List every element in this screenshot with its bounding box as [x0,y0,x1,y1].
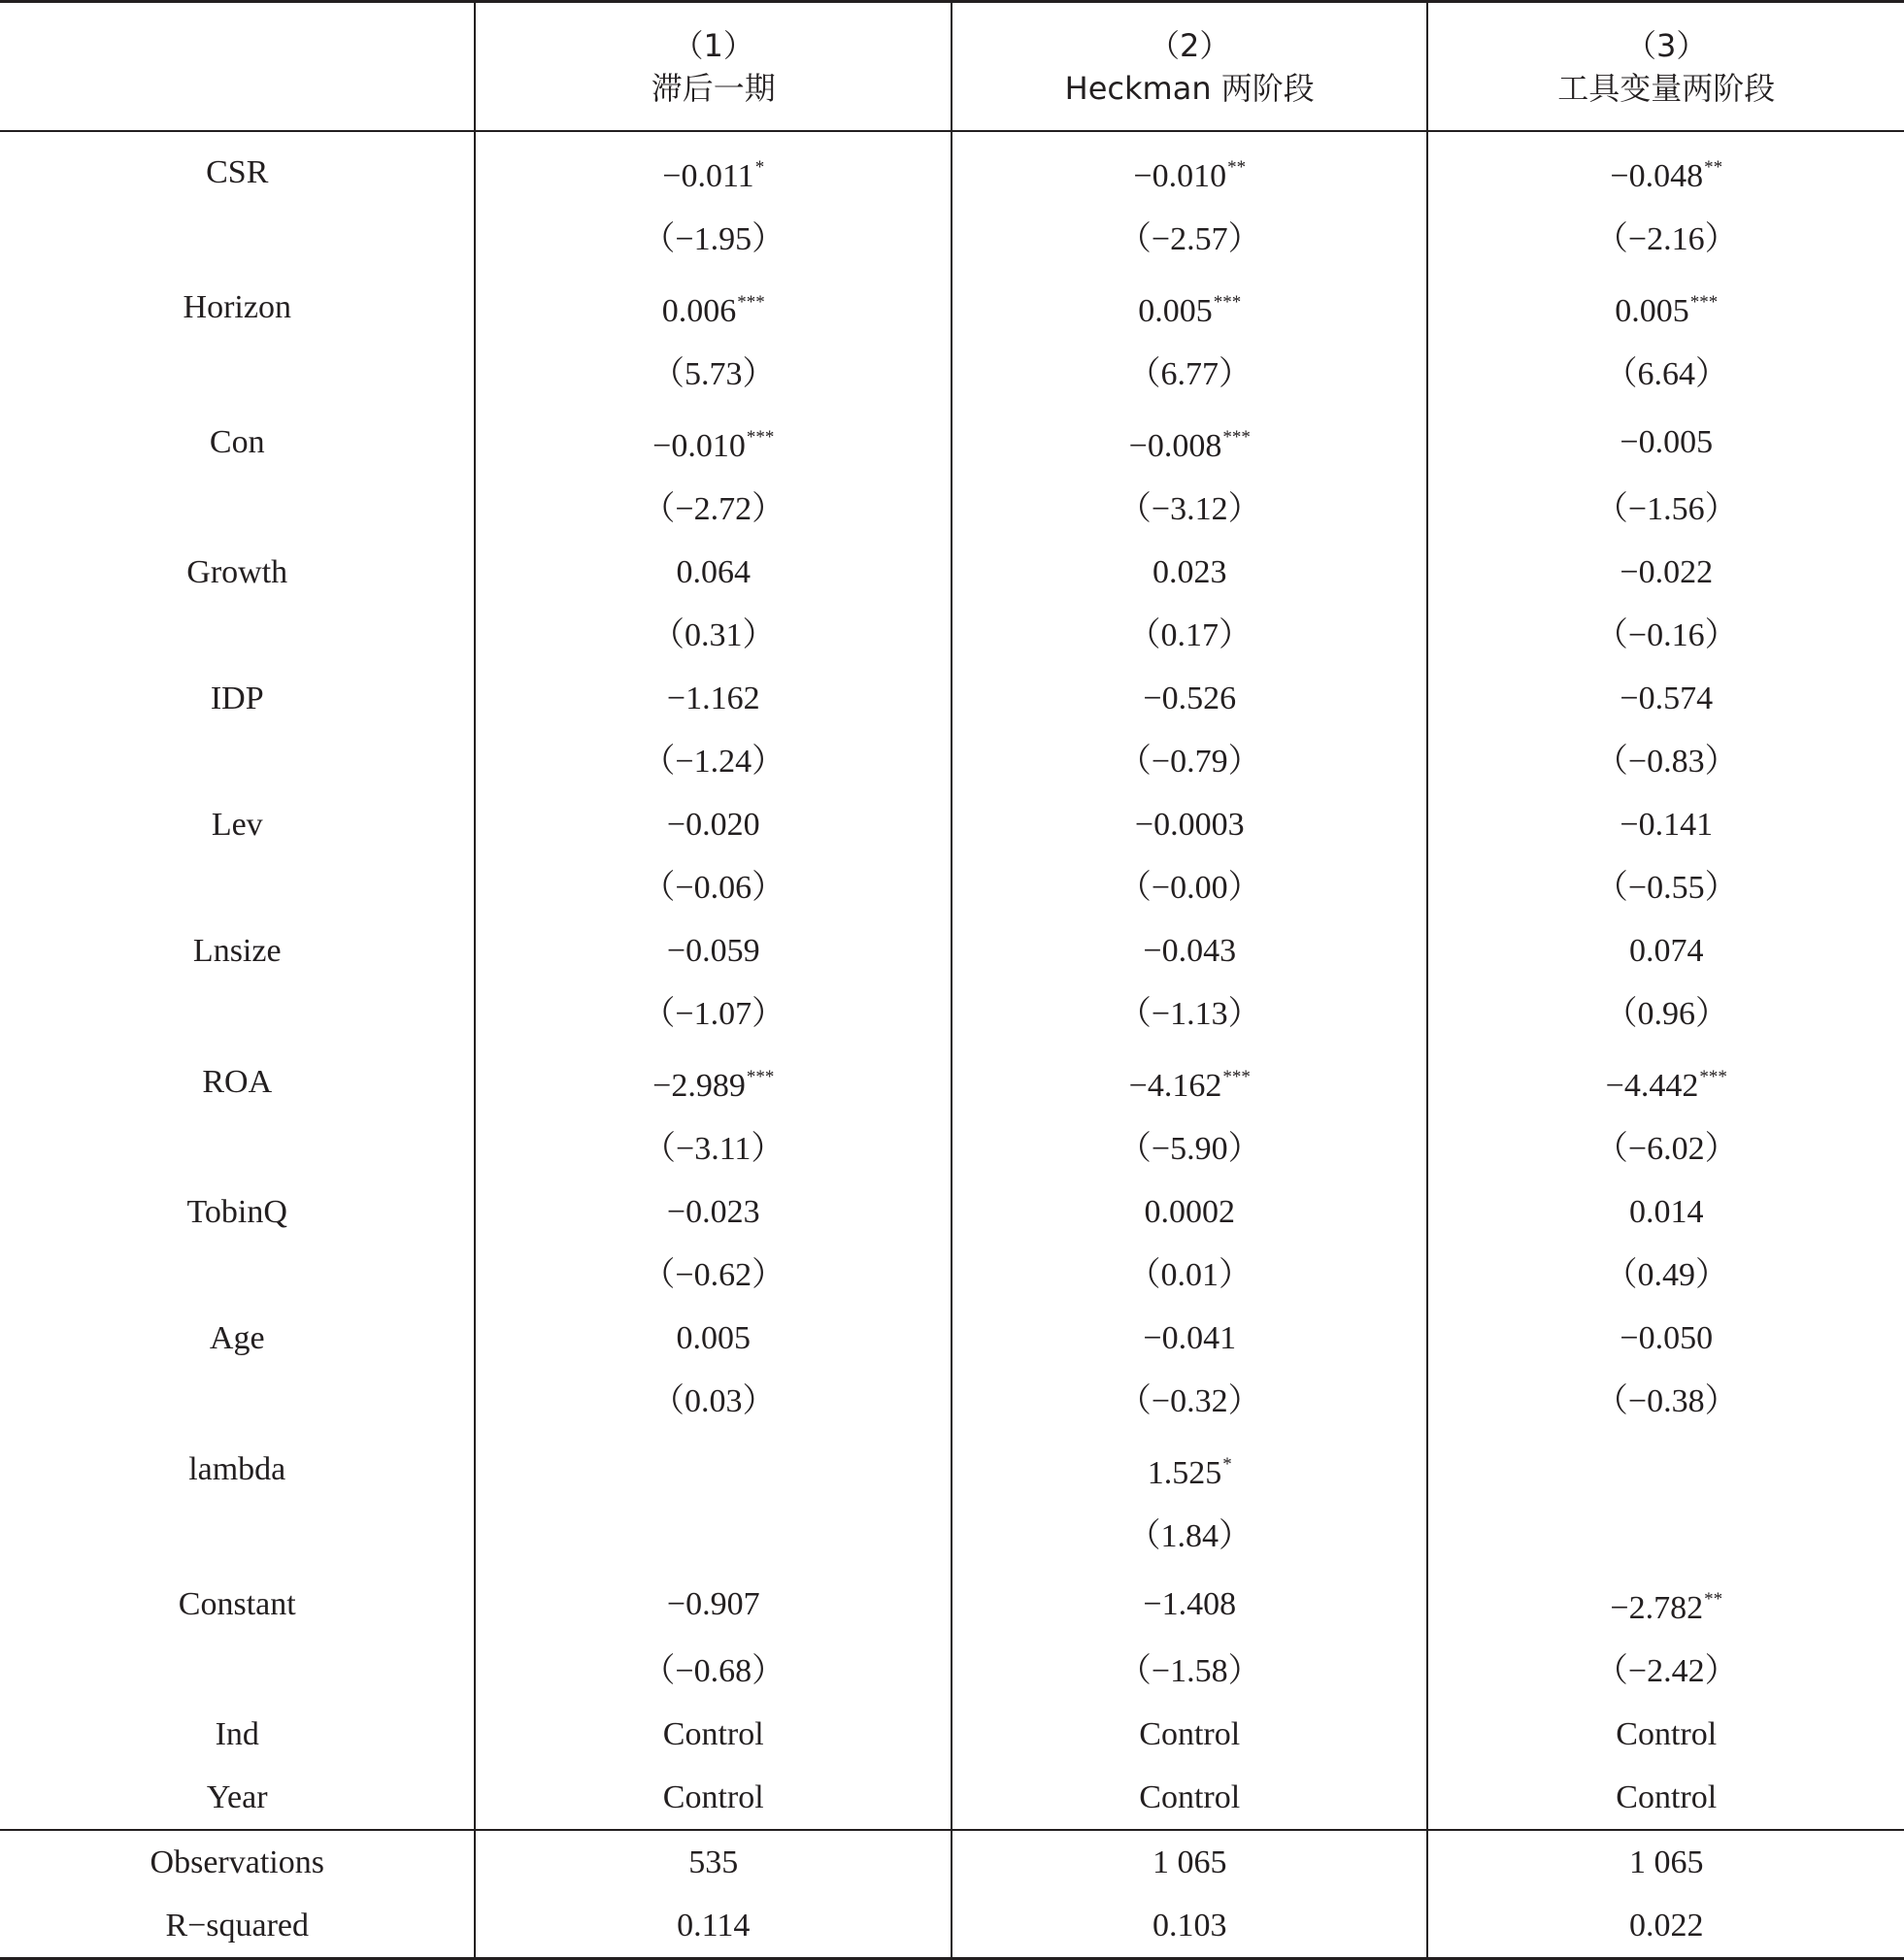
cell-value: （−1.95） [642,221,785,257]
cell-col-2 [952,1766,1428,1830]
table-row [0,1505,1904,1568]
cell-col-1 [475,1117,952,1180]
cell-col-1 [475,604,952,667]
cell-col-3 [1427,1244,1904,1307]
cell-value: （−2.42） [1594,1653,1738,1689]
cell-col-3 [1427,208,1904,271]
cell-value: （−0.32） [1118,1383,1261,1419]
cell-value: （−2.57） [1118,221,1261,257]
cell-value: （−1.13） [1118,996,1261,1032]
header-col-3 [1427,2,1904,132]
cell-col-2 [952,667,1428,730]
cell-col-1 [475,1568,952,1640]
table-row [0,1894,1904,1959]
cell-col-1 [475,1703,952,1766]
significance-stars: *** [746,427,775,448]
cell-col-3 [1427,406,1904,478]
significance-stars: ** [1704,157,1723,178]
significance-stars: *** [1699,1067,1727,1087]
table-row [0,1244,1904,1307]
table-row [0,730,1904,793]
cell-col-3 [1427,793,1904,856]
cell-col-2 [952,343,1428,406]
header-row [0,2,1904,132]
row-label: IDP [210,681,264,716]
cell-value: （−0.68） [642,1653,785,1689]
table-row [0,343,1904,406]
cell-col-2 [952,1640,1428,1703]
cell-value: Control [1616,1779,1718,1815]
cell-col-2 [952,208,1428,271]
cell-col-2 [952,271,1428,343]
cell-col-2 [952,919,1428,982]
cell-value: −0.005 [1620,423,1714,460]
cell-col-3 [1427,1766,1904,1830]
cell-col-2 [952,982,1428,1046]
row-label [0,604,475,667]
cell-col-2 [952,730,1428,793]
cell-col-1 [475,919,952,982]
cell-value: （−5.90） [1118,1131,1261,1167]
cell-value: −0.907 [666,1585,760,1622]
cell-value: −0.043 [1143,933,1237,969]
table-row [0,541,1904,604]
cell-col-2 [952,406,1428,478]
cell-value: （−1.07） [642,996,785,1032]
table-row [0,856,1904,919]
cell-col-2 [952,1244,1428,1307]
cell-value: −0.0003 [1134,807,1245,843]
cell-value: −0.574 [1620,681,1714,716]
table-row [0,271,1904,343]
cell-col-1 [475,208,952,271]
cell-value: −1.408 [1143,1585,1237,1622]
cell-value: （5.73） [651,356,776,392]
cell-col-1 [475,1370,952,1433]
cell-value: −0.011 [662,158,754,194]
cell-value: 0.005 [676,1320,751,1356]
cell-col-3 [1427,343,1904,406]
row-label: Lev [211,807,263,843]
cell-value: 0.022 [1628,1908,1704,1943]
row-label [0,856,475,919]
cell-value: 0.023 [1152,554,1227,590]
cell-value: 0.0002 [1144,1194,1235,1230]
cell-col-2 [952,1433,1428,1505]
cell-value: −1.162 [666,681,760,716]
cell-col-2 [952,1505,1428,1568]
row-label [0,730,475,793]
cell-col-1 [475,667,952,730]
significance-stars: * [754,157,765,178]
cell-col-1 [475,793,952,856]
header-col-1-number: （1） [672,26,754,64]
cell-col-3 [1427,982,1904,1046]
cell-value: 0.114 [677,1908,751,1943]
cell-value: （−1.58） [1118,1653,1261,1689]
cell-col-3 [1427,1180,1904,1244]
cell-value: 1 065 [1628,1844,1704,1880]
cell-value: −0.141 [1620,807,1714,843]
cell-value: 535 [688,1844,739,1880]
table-row [0,667,1904,730]
row-label: lambda [188,1450,286,1487]
cell-value: −0.023 [666,1194,760,1230]
cell-value: Control [1616,1716,1718,1752]
cell-col-2 [952,793,1428,856]
table-row [0,406,1904,478]
table-row [0,1703,1904,1766]
cell-col-3 [1427,131,1904,208]
cell-value: （−0.38） [1594,1383,1738,1419]
cell-col-2 [952,1703,1428,1766]
cell-value: （−0.55） [1594,870,1738,906]
cell-value: （−0.00） [1118,870,1261,906]
cell-col-2 [952,541,1428,604]
row-label: Observations [0,1830,475,1894]
cell-col-2 [952,856,1428,919]
significance-stars: *** [1689,292,1719,313]
cell-col-2 [952,1046,1428,1117]
cell-value: 1.525 [1147,1455,1222,1491]
row-label: R−squared [0,1894,475,1959]
cell-value: −2.782 [1610,1590,1704,1626]
cell-value: （0.03） [651,1383,776,1419]
cell-col-2 [952,1830,1428,1894]
table-row [0,1766,1904,1830]
cell-value: −4.442 [1605,1068,1699,1104]
cell-col-1 [475,343,952,406]
cell-value: （−3.12） [1118,491,1261,527]
significance-stars: *** [1222,427,1251,448]
cell-value: （1.84） [1127,1518,1252,1554]
table-row [0,1117,1904,1180]
cell-col-3 [1427,730,1904,793]
cell-value: 1 065 [1152,1844,1227,1880]
table-row [0,793,1904,856]
row-label: Ind [215,1716,259,1752]
row-label: Con [209,423,265,460]
significance-stars: *** [1213,292,1242,313]
significance-stars: ** [1704,1589,1723,1610]
cell-value: 0.014 [1628,1194,1704,1230]
table-row [0,478,1904,541]
table-body [0,131,1904,1959]
cell-value: −0.050 [1620,1320,1714,1356]
header-col-3-name: 工具变量两阶段 [1557,69,1776,107]
cell-col-1 [475,1505,952,1568]
cell-col-1 [475,406,952,478]
row-label [0,982,475,1046]
cell-value: −0.022 [1620,554,1714,590]
cell-value: −0.526 [1143,681,1237,716]
row-label: Constant [178,1585,296,1622]
cell-col-3 [1427,1505,1904,1568]
cell-value: （6.64） [1604,356,1728,392]
cell-value: −0.008 [1128,428,1222,464]
table-row [0,1568,1904,1640]
row-label: Growth [186,554,288,590]
cell-col-3 [1427,271,1904,343]
cell-value: 0.064 [676,554,751,590]
cell-col-1 [475,1180,952,1244]
header-col-1 [475,2,952,132]
cell-col-1 [475,541,952,604]
cell-value: −0.059 [666,933,760,969]
cell-value: （−1.56） [1594,491,1738,527]
table-row [0,1307,1904,1370]
cell-col-1 [475,730,952,793]
cell-value: （−0.06） [642,870,785,906]
cell-value: −0.010 [652,428,746,464]
cell-value: （0.96） [1604,996,1728,1032]
cell-value: −4.162 [1128,1068,1222,1104]
cell-col-3 [1427,1703,1904,1766]
cell-value: （−0.83） [1594,744,1738,780]
cell-col-2 [952,604,1428,667]
cell-col-3 [1427,1433,1904,1505]
cell-col-1 [475,271,952,343]
cell-col-3 [1427,478,1904,541]
cell-value: 0.074 [1628,933,1704,969]
table-row [0,1830,1904,1894]
row-label: Year [206,1779,268,1815]
cell-col-3 [1427,1307,1904,1370]
significance-stars: *** [1222,1067,1251,1087]
row-label [0,1117,475,1180]
cell-col-3 [1427,1568,1904,1640]
cell-col-1 [475,1830,952,1894]
significance-stars: *** [746,1067,775,1087]
cell-value: Control [1139,1779,1241,1815]
row-label [0,478,475,541]
cell-value: −0.048 [1610,158,1704,194]
cell-value: （−2.16） [1594,221,1738,257]
row-label [0,343,475,406]
cell-value: （−0.62） [642,1257,785,1293]
cell-col-2 [952,1180,1428,1244]
table-row [0,208,1904,271]
table-row [0,1046,1904,1117]
cell-value: 0.005 [1138,293,1213,329]
cell-value: 0.103 [1152,1908,1227,1943]
header-corner [0,2,475,132]
header-col-2-name: Heckman 两阶段 [1064,69,1315,107]
row-label [0,1640,475,1703]
cell-value: −0.041 [1143,1320,1237,1356]
cell-col-1 [475,856,952,919]
cell-col-1 [475,1307,952,1370]
row-label: Lnsize [192,933,282,969]
cell-value: （−3.11） [643,1131,785,1167]
cell-col-1 [475,1244,952,1307]
significance-stars: * [1222,1454,1232,1475]
table-row [0,1370,1904,1433]
cell-col-3 [1427,1830,1904,1894]
row-label [0,208,475,271]
cell-col-3 [1427,541,1904,604]
header-col-1-name: 滞后一期 [651,69,776,107]
cell-value: Control [662,1779,764,1815]
cell-col-3 [1427,856,1904,919]
row-label: CSR [206,153,269,190]
cell-value: （−0.16） [1594,617,1738,653]
cell-col-2 [952,131,1428,208]
row-label: ROA [202,1063,273,1100]
row-label [0,1370,475,1433]
cell-col-3 [1427,667,1904,730]
table-row [0,1640,1904,1703]
header-col-3-number: （3） [1625,26,1708,64]
cell-value: 0.005 [1615,293,1689,329]
significance-stars: ** [1227,157,1247,178]
cell-value: （0.49） [1604,1257,1728,1293]
cell-value: （0.17） [1127,617,1252,653]
cell-value: （−0.79） [1118,744,1261,780]
cell-value: （−6.02） [1594,1131,1738,1167]
cell-col-3 [1427,1894,1904,1959]
cell-value: （−2.72） [642,491,785,527]
table-row [0,1180,1904,1244]
cell-col-1 [475,1433,952,1505]
cell-col-1 [475,131,952,208]
table-row [0,982,1904,1046]
cell-value: Control [662,1716,764,1752]
cell-col-2 [952,1894,1428,1959]
row-label: Age [209,1320,265,1356]
cell-col-1 [475,1894,952,1959]
cell-col-2 [952,478,1428,541]
cell-value: （0.01） [1127,1257,1252,1293]
cell-value: （6.77） [1127,356,1252,392]
cell-col-1 [475,982,952,1046]
row-label: TobinQ [186,1194,287,1230]
cell-col-1 [475,478,952,541]
cell-col-3 [1427,604,1904,667]
cell-col-2 [952,1568,1428,1640]
header-col-2-number: （2） [1149,26,1231,64]
cell-col-3 [1427,1640,1904,1703]
cell-value: Control [1139,1716,1241,1752]
cell-value: −0.010 [1133,158,1227,194]
cell-value: −2.989 [652,1068,746,1104]
row-label [0,1244,475,1307]
cell-col-1 [475,1046,952,1117]
cell-col-3 [1427,1117,1904,1180]
cell-value: 0.006 [661,293,737,329]
cell-value: （−1.24） [642,744,785,780]
table-row [0,604,1904,667]
cell-col-2 [952,1307,1428,1370]
cell-col-1 [475,1766,952,1830]
cell-col-2 [952,1117,1428,1180]
cell-col-1 [475,1640,952,1703]
row-label [0,1505,475,1568]
cell-col-3 [1427,1046,1904,1117]
cell-value: −0.020 [666,807,760,843]
table-row [0,131,1904,208]
significance-stars: *** [737,292,765,313]
header-col-2 [952,2,1428,132]
cell-value: （0.31） [651,617,776,653]
cell-col-2 [952,1370,1428,1433]
cell-col-3 [1427,1370,1904,1433]
row-label: Horizon [183,288,291,325]
cell-col-3 [1427,919,1904,982]
table-row [0,919,1904,982]
table-row [0,1433,1904,1505]
